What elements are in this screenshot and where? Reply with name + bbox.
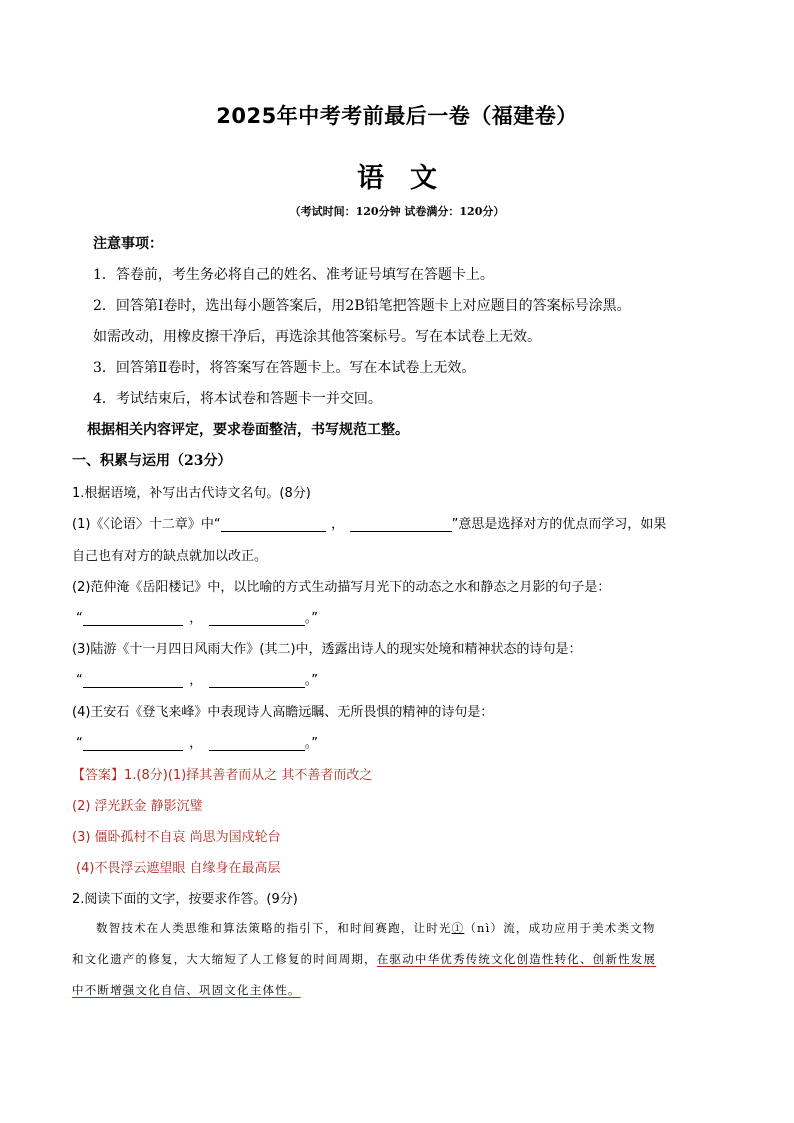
underlined-sentence-cont: 中不断增强文化自信、巩固文化主体性。	[72, 983, 301, 997]
passage-line-1	[96, 920, 656, 936]
notes-heading: 注意事项：	[93, 236, 163, 252]
underlined-sentence: 在驱动中华优秀传统文化创造性转化、创新性发展	[376, 952, 657, 966]
passage-line-2	[72, 951, 656, 967]
comma: ，	[189, 736, 203, 751]
q1-2-blank-1[interactable]	[83, 611, 183, 626]
comma: ，	[189, 673, 203, 688]
question-1-3: (3)陆游《十一月四日风雨大作》(其二)中，透露出诗人的现实处境和精神状态的诗句是：	[72, 642, 582, 657]
q1-1-suffix: ”意思是选择对方的优点而学习，如果	[451, 517, 667, 532]
q1-3-blank-1[interactable]	[83, 673, 183, 688]
q1-3-blank-2[interactable]	[209, 673, 305, 688]
note-item-3: 3．回答第Ⅱ卷时，将答案写在答题卡上。写在本试卷上无效。	[93, 360, 476, 376]
q1-2-answer-line	[76, 607, 318, 626]
q1-4-answer-line	[76, 732, 318, 751]
q1-1-comma: ，	[331, 517, 345, 532]
passage-line-3	[72, 982, 301, 998]
writing-reminder: 根据相关内容评定，要求卷面整洁，书写规范工整。	[87, 422, 409, 438]
subject-heading: 语文	[357, 163, 463, 194]
close-quote: 。”	[304, 736, 318, 751]
passage-text: 数智技术在人类思维和算法策略的指引下，和时间赛跑，让时光	[96, 921, 452, 935]
q1-4-blank-1[interactable]	[83, 736, 183, 751]
note-item-2: 2．回答第Ⅰ卷时，选出每小题答案后，用2B铅笔把答题卡上对应题目的答案标号涂黑。	[93, 298, 631, 314]
exam-title: 2025年中考考前最后一卷（福建卷）	[216, 104, 578, 128]
answer-1-text: 1.(8分)(1)择其善者而从之 其不善者而改之	[124, 768, 373, 783]
answer-label: 【答案】	[72, 768, 125, 783]
answer-4: (4)不畏浮云遮望眼 自缘身在最高层	[76, 861, 281, 876]
open-quote: “	[76, 673, 83, 688]
passage-text: 和文化遗产的修复，大大缩短了人工修复的时间周期，	[72, 952, 377, 966]
answer-2: (2) 浮光跃金 静影沉璧	[72, 799, 203, 814]
q1-3-answer-line	[76, 669, 318, 688]
note-item-2-cont: 如需改动，用橡皮擦干净后，再选涂其他答案标号。写在本试卷上无效。	[93, 329, 541, 345]
section-heading: 一、积累与运用（23分）	[72, 453, 232, 469]
answer-1	[72, 764, 372, 783]
open-quote: “	[76, 611, 83, 626]
open-quote: “	[76, 736, 83, 751]
answer-3: (3) 僵卧孤村不自哀 尚思为国戍轮台	[72, 830, 281, 845]
q1-1-blank-1[interactable]	[221, 517, 326, 532]
close-quote: 。”	[304, 673, 318, 688]
blank-marker-1: ①	[451, 921, 465, 935]
note-item-4: 4．考试结束后，将本试卷和答题卡一并交回。	[93, 391, 382, 407]
question-1-1-cont: 自己也有对方的缺点就加以改正。	[72, 549, 268, 564]
q1-2-blank-2[interactable]	[209, 611, 305, 626]
close-quote: 。”	[304, 611, 318, 626]
question-1-2: (2)范仲淹《岳阳楼记》中，以比喻的方式生动描写月光下的动态之水和静态之月影的句子是：	[72, 580, 611, 595]
note-item-1: 1．答卷前，考生务必将自己的姓名、准考证号填写在答题卡上。	[93, 267, 494, 283]
q1-4-blank-2[interactable]	[209, 736, 305, 751]
passage-text: （nì）流，成功应用于美术类文物	[464, 921, 656, 935]
question-2-stem: 2.阅读下面的文字，按要求作答。(9分)	[72, 892, 298, 907]
exam-info: （考试时间：120分钟 试卷满分：120分）	[289, 205, 505, 218]
q1-1-prefix: (1)《〈论语〉十二章》中“	[72, 517, 221, 532]
question-1-stem: 1.根据语境，补写出古代诗文名句。(8分)	[72, 486, 311, 501]
comma: ，	[189, 611, 203, 626]
question-1-1	[72, 513, 666, 532]
q1-1-blank-2[interactable]	[350, 517, 452, 532]
question-1-4: (4)王安石《登飞来峰》中表现诗人高瞻远瞩、无所畏惧的精神的诗句是：	[72, 705, 494, 720]
